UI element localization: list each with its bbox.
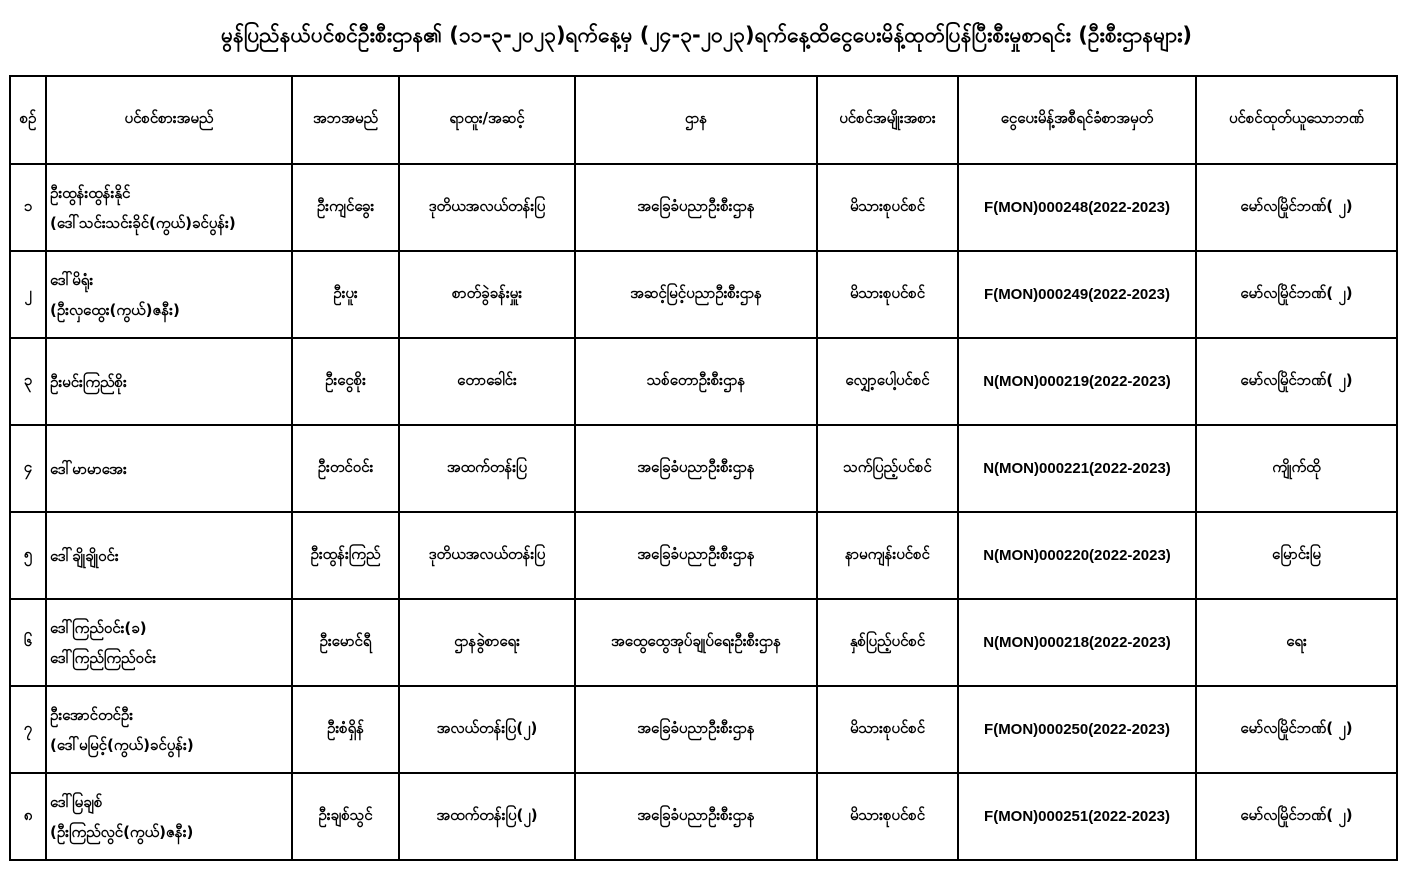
- cell-pension-type: နာမကျန်းပင်စင်: [817, 512, 958, 599]
- cell-rank: ဒုတိယအလယ်တန်းပြ: [399, 164, 575, 251]
- cell-name: [46, 425, 292, 512]
- name-line-2: (ဒေါ်သင်းသင်းခိုင်(ကွယ်)ခင်ပွန်း): [50, 213, 236, 232]
- cell-name: [46, 164, 292, 251]
- cell-department: သစ်တောဦးစီးဌာန: [575, 338, 817, 425]
- cell-department: အခြေခံပညာဦးစီးဌာန: [575, 773, 817, 860]
- cell-order-no: F(MON)000249(2022-2023): [958, 251, 1196, 338]
- cell-rank: စာတ်ခွဲခန်းမှူး: [399, 251, 575, 338]
- cell-father: ဦးထွန်းကြည်: [292, 512, 399, 599]
- name-line-2: (ဦးလှထွေး(ကွယ်)ဇနီး): [50, 300, 180, 319]
- cell-office: မြောင်းမြ: [1196, 512, 1397, 599]
- table-row: [10, 251, 1397, 338]
- cell-office: မော်လမြိုင်ဘဏ်( ၂): [1196, 773, 1397, 860]
- cell-office: မော်လမြိုင်ဘဏ်( ၂): [1196, 686, 1397, 773]
- name-line-1: ဦးထွန်းထွန်းနိုင်: [50, 183, 131, 202]
- cell-name: [46, 599, 292, 686]
- cell-father: ဦးတင်ဝင်း: [292, 425, 399, 512]
- cell-department: အထွေထွေအုပ်ချုပ်ရေးဦးစီးဌာန: [575, 599, 817, 686]
- name-line-1: ဒေါ်ချိုချိုဝင်း: [50, 546, 119, 565]
- cell-office: မော်လမြိုင်ဘဏ်( ၂): [1196, 251, 1397, 338]
- cell-father: ဦးစံရှိန်: [292, 686, 399, 773]
- name-line-1: ဒေါ်မာမာအေး: [50, 459, 127, 478]
- cell-department: အခြေခံပညာဦးစီးဌာန: [575, 425, 817, 512]
- cell-pension-type: မိသားစုပင်စင်: [817, 164, 958, 251]
- table-row: [10, 425, 1397, 512]
- table-row: [10, 338, 1397, 425]
- cell-name: [46, 338, 292, 425]
- header-rank: ရာထူး/အဆင့်: [399, 76, 575, 164]
- cell-rank: အထက်တန်းပြ: [399, 425, 575, 512]
- cell-rank: ဌာနခွဲစာရေး: [399, 599, 575, 686]
- cell-father: ဦးပူး: [292, 251, 399, 338]
- table-row: [10, 164, 1397, 251]
- name-line-1: ဒေါ်မြချစ်: [50, 792, 103, 811]
- cell-father: ဦးချစ်သွင်: [292, 773, 399, 860]
- cell-order-no: N(MON)000220(2022-2023): [958, 512, 1196, 599]
- cell-pension-type: နှစ်ပြည့်ပင်စင်: [817, 599, 958, 686]
- document-title: မွန်ပြည်နယ်ပင်စင်ဦးစီးဌာန၏ (၁၁-၃-၂၀၂၃)ရက်နေ့မှ (၂၄-၃-၂၀၂၃)ရက်နေ့ထိငွေပေးမိန့်ထုတ်ပြန်ပြီးစီးမှုစာရင်း (ဦးစီးဌာနများ): [220, 23, 1193, 47]
- header-name: ပင်စင်စားအမည်: [46, 76, 292, 164]
- header-father: အဘအမည်: [292, 76, 399, 164]
- cell-father: ဦးမောင်ရီ: [292, 599, 399, 686]
- cell-order-no: N(MON)000218(2022-2023): [958, 599, 1196, 686]
- cell-rank: ဒုတိယအလယ်တန်းပြ: [399, 512, 575, 599]
- header-no: စဉ်: [10, 76, 46, 164]
- cell-office: ကျိုက်ထို: [1196, 425, 1397, 512]
- cell-father: ဦးငွေစိုး: [292, 338, 399, 425]
- name-line-1: ဦးအောင်တင်ဦး: [50, 705, 133, 724]
- cell-pension-type: မိသားစုပင်စင်: [817, 686, 958, 773]
- header-department: ဌာန: [575, 76, 817, 164]
- cell-father: ဦးကျင်ခွေး: [292, 164, 399, 251]
- cell-no: ၁: [10, 164, 46, 251]
- cell-name: [46, 251, 292, 338]
- header-pension-type: ပင်စင်အမျိုးအစား: [817, 76, 958, 164]
- cell-department: အခြေခံပညာဦးစီးဌာန: [575, 164, 817, 251]
- name-line-2: (ဦးကြည်လွင်(ကွယ်)ဇနီး): [50, 822, 194, 841]
- cell-name: [46, 686, 292, 773]
- cell-order-no: N(MON)000219(2022-2023): [958, 338, 1196, 425]
- cell-office: မော်လမြိုင်ဘဏ်( ၂): [1196, 338, 1397, 425]
- cell-pension-type: လျှော့ပေါ့ပင်စင်: [817, 338, 958, 425]
- cell-name: [46, 512, 292, 599]
- header-office: ပင်စင်ထုတ်ယူသောဘဏ်: [1196, 76, 1397, 164]
- cell-rank: အထက်တန်းပြ(၂): [399, 773, 575, 860]
- name-line-1: ဦးမင်းကြည်စိုး: [50, 372, 127, 391]
- cell-order-no: F(MON)000251(2022-2023): [958, 773, 1196, 860]
- table-row: [10, 773, 1397, 860]
- header-order-no: ငွေပေးမိန့်အစီရင်ခံစာအမှတ်: [958, 76, 1196, 164]
- cell-order-no: N(MON)000221(2022-2023): [958, 425, 1196, 512]
- cell-pension-type: မိသားစုပင်စင်: [817, 773, 958, 860]
- cell-department: အခြေခံပညာဦးစီးဌာန: [575, 512, 817, 599]
- cell-no: ၇: [10, 686, 46, 773]
- name-line-1: ဒေါ်ကြည်ဝင်း(ခ): [50, 618, 147, 637]
- cell-rank: တောခေါင်း: [399, 338, 575, 425]
- cell-pension-type: သက်ပြည့်ပင်စင်: [817, 425, 958, 512]
- cell-pension-type: မိသားစုပင်စင်: [817, 251, 958, 338]
- cell-rank: အလယ်တန်းပြ(၂): [399, 686, 575, 773]
- name-line-1: ဒေါ်မိရုံး: [50, 270, 94, 289]
- cell-department: အဆင့်မြင့်ပညာဦးစီးဌာန: [575, 251, 817, 338]
- cell-no: ၆: [10, 599, 46, 686]
- cell-office: မော်လမြိုင်ဘဏ်( ၂): [1196, 164, 1397, 251]
- pension-table: [9, 75, 1398, 861]
- cell-no: ၂: [10, 251, 46, 338]
- cell-order-no: F(MON)000250(2022-2023): [958, 686, 1196, 773]
- cell-order-no: F(MON)000248(2022-2023): [958, 164, 1196, 251]
- table-row: [10, 512, 1397, 599]
- table-header-row: [10, 76, 1397, 164]
- table-row: [10, 686, 1397, 773]
- cell-no: ၅: [10, 512, 46, 599]
- cell-no: ၄: [10, 425, 46, 512]
- name-line-2: ဒေါ်ကြည်ကြည်ဝင်း: [50, 648, 157, 667]
- cell-name: [46, 773, 292, 860]
- table-row: [10, 599, 1397, 686]
- cell-department: အခြေခံပညာဦးစီးဌာန: [575, 686, 817, 773]
- name-line-2: (ဒေါ်မမြင့်(ကွယ်)ခင်ပွန်း): [50, 735, 194, 754]
- cell-office: ရေး: [1196, 599, 1397, 686]
- cell-no: ၈: [10, 773, 46, 860]
- cell-no: ၃: [10, 338, 46, 425]
